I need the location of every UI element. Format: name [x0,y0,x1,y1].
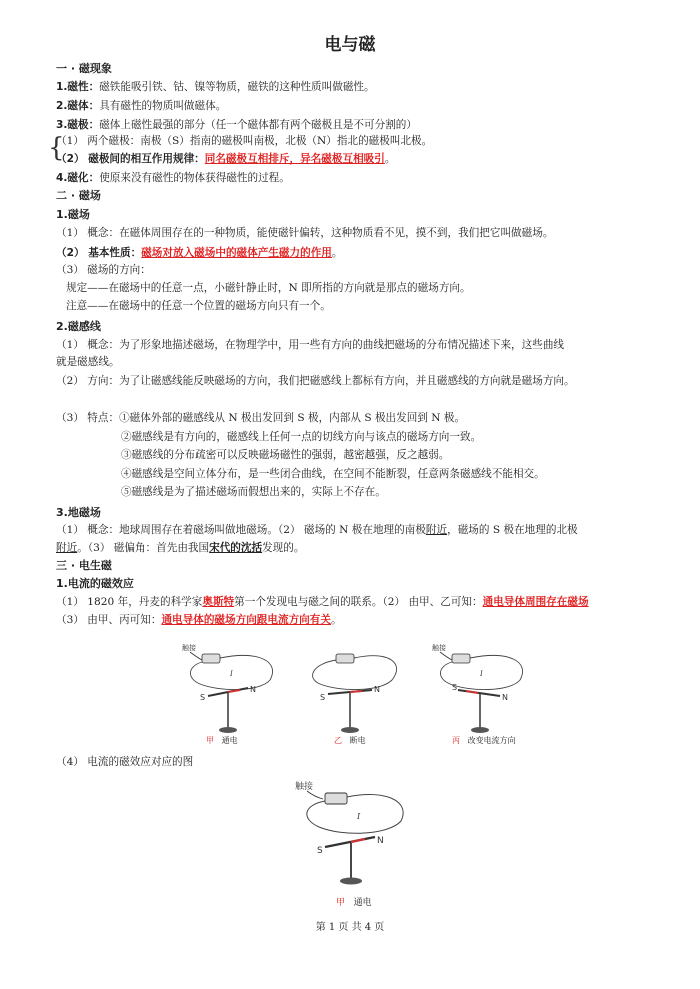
line-figure-reference: （4） 电流的磁效应对应的图 [56,756,194,768]
label: （2） 基本性质： [56,247,142,259]
n-pole-label: N [250,685,256,694]
needle-n-end [350,691,362,692]
line-oersted [56,595,589,609]
underlined: 附近 [425,524,448,536]
s-pole-label: S [452,683,458,692]
pointer-line [440,652,452,660]
n-pole-label: N [377,836,384,846]
line-feature-4: ④磁感线是空间立体分布，是一些闭合曲线，在空间不能断裂，任意两条磁感线不能相交。 [121,468,545,480]
caption-yi [334,735,366,746]
battery-icon [452,654,470,663]
end: 。 [331,247,343,259]
page-title: 电与磁 [324,35,376,55]
section-1-heading: 一 · 磁现象 [56,62,112,75]
label: 2.磁体： [56,100,100,112]
s-pole-label: S [200,693,206,702]
caption-jia [206,735,238,746]
text: 磁铁能吸引铁、钴、镍等物质，磁铁的这种性质叫做磁性。 [99,81,375,93]
text-b: ，磁场的 S 极在地理的北极 [447,524,578,536]
switch-label: 触接 [432,644,446,652]
current-label: I [230,670,233,678]
n-pole-label: N [502,693,508,702]
text-a: （3） 由甲、丙可知： [56,614,162,626]
line-note: 注意——在磁场中的任意一个位置的磁场方向只有一个。 [66,300,331,312]
text-a: 。（3） 磁偏角：首先由我国 [77,542,210,554]
needle-n-end [351,839,365,842]
line-rule: 规定——在磁场中的任意一点，小磁针静止时，N 即所指的方向就是那点的磁场方向。 [66,282,471,294]
caption-label: 甲 [206,736,214,745]
battery-icon [202,654,220,663]
line-earth-field-1 [56,523,578,537]
line-field-property [56,246,343,260]
battery-icon [325,793,347,804]
text-b: 第一个发现电与磁之间的联系。（2） 由甲、乙可知： [234,596,483,608]
highlight: 同名磁极互相排斥，异名磁极互相吸引 [204,153,385,165]
line-direction-conclusion [56,613,342,627]
caption-text: 通电 [221,736,238,745]
text-a: （1） 概念：地球周围存在着磁场叫做地磁场。（2） 磁场的 N 极在地理的南极 [56,524,426,536]
sub-heading-field-lines: 2.磁感线 [56,320,101,333]
stand-base [219,727,237,733]
page-footer: 第 1 页 共 4 页 [315,922,385,933]
stand-base [341,727,359,733]
sub-heading-magnetic-effect: 1.电流的磁效应 [56,577,134,590]
highlight-oersted: 奥斯特 [202,596,235,608]
text-a: （1） 1820 年，丹麦的科学家 [56,596,203,608]
caption-label: 甲 [336,898,346,908]
switch-label: 触接 [295,782,314,792]
label: 1.磁性： [56,81,100,93]
compass-needle [458,690,500,696]
text: 磁体上磁性最强的部分（任一个磁体都有两个磁极且是不可分割的） [99,119,417,131]
wire-loop [313,656,397,690]
stand-base [471,727,489,733]
line-feature-1: （3） 特点：①磁体外部的磁感线从 N 极出发回到 S 极，内部从 S 极出发回到 N 极。 [56,412,466,424]
caption-text: 断电 [349,736,366,745]
figure-jia-energized [180,640,290,740]
pointer-line [190,652,202,660]
figure-yi-disconnected [300,640,410,740]
highlight: 磁场对放入磁场中的磁体产生磁力的作用 [141,247,332,259]
battery-icon [336,654,354,663]
sub-heading-field: 1.磁场 [56,208,90,221]
caption-label: 丙 [452,736,460,745]
n-pole-label: N [374,685,380,694]
line-feature-5: ⑤磁感线是为了描述磁场而假想出来的，实际上不存在。 [121,486,386,498]
line-pole-rule [56,152,395,166]
line-fieldline-concept: （1） 概念：为了形象地描述磁场，在物理学中，用一些有方向的曲线把磁场的分布情况描述下来，这些曲线 [56,339,565,351]
line-magnetism [56,80,375,94]
figure-large-energized [285,775,425,890]
text: 使原来没有磁性的物体获得磁性的过程。 [99,172,290,184]
caption-bing [452,735,516,746]
switch-label: 触接 [182,644,196,652]
end: 。 [330,614,342,626]
text: 具有磁性的物质叫做磁体。 [99,100,227,112]
s-pole-label: S [320,693,326,702]
section-3-heading: 三 · 电生磁 [56,559,112,572]
caption-text: 改变电流方向 [467,736,516,745]
highlight: 通电导体的磁场方向跟电流方向有关 [161,614,331,626]
needle-n-end [228,690,240,692]
s-pole-label: S [317,846,323,856]
compass-needle [325,837,375,847]
pointer-line [307,791,323,799]
text-b: 发现的。 [262,542,305,554]
line-fieldline-concept-cont: 就是磁感线。 [56,356,120,368]
line-field-concept: （1） 概念：在磁体周围存在的一种物质，能使磁针偏转，这种物质看不见，摸不到，我们把它叫做磁场。 [56,227,554,239]
line-magnet [56,99,226,113]
line-field-direction: （3） 磁场的方向： [56,264,151,276]
underlined-bold: 宋代的沈括 [209,542,263,554]
line-magnetization [56,171,290,185]
underlined: 附近 [56,542,78,554]
line-two-poles: （1） 两个磁极：南极（S）指南的磁极叫南极，北极（N）指北的磁极叫北极。 [56,135,433,147]
caption-text: 通电 [353,898,372,908]
label: （2） 磁极间的相互作用规律： [56,153,205,165]
line-earth-field-2 [56,541,304,555]
wire-loop [307,794,403,833]
caption-label: 乙 [334,736,342,745]
caption-large [336,895,372,908]
sub-heading-earth-field: 3.地磁场 [56,506,101,519]
brace-symbol: { [48,133,65,163]
current-label: I [357,812,361,821]
figure-bing-reversed [430,640,540,740]
line-feature-3: ③磁感线的分布疏密可以反映磁场磁性的强弱，越密越强，反之越弱。 [121,449,450,461]
line-poles [56,118,417,132]
needle-n-end [466,691,478,693]
highlight-conclusion: 通电导体周围存在磁场 [482,596,589,608]
section-2-heading: 二 · 磁场 [56,189,101,202]
line-fieldline-direction: （2） 方向：为了让磁感线能反映磁场的方向，我们把磁感线上都标有方向，并且磁感线的方向就是磁场方向。 [56,375,575,387]
stand-base [340,878,362,885]
end: 。 [384,153,396,165]
label: 3.磁极： [56,119,100,131]
label: 4.磁化： [56,172,100,184]
current-label: I [480,670,483,678]
line-feature-2: ②磁感线是有方向的，磁感线上任何一点的切线方向与该点的磁场方向一致。 [121,431,482,443]
